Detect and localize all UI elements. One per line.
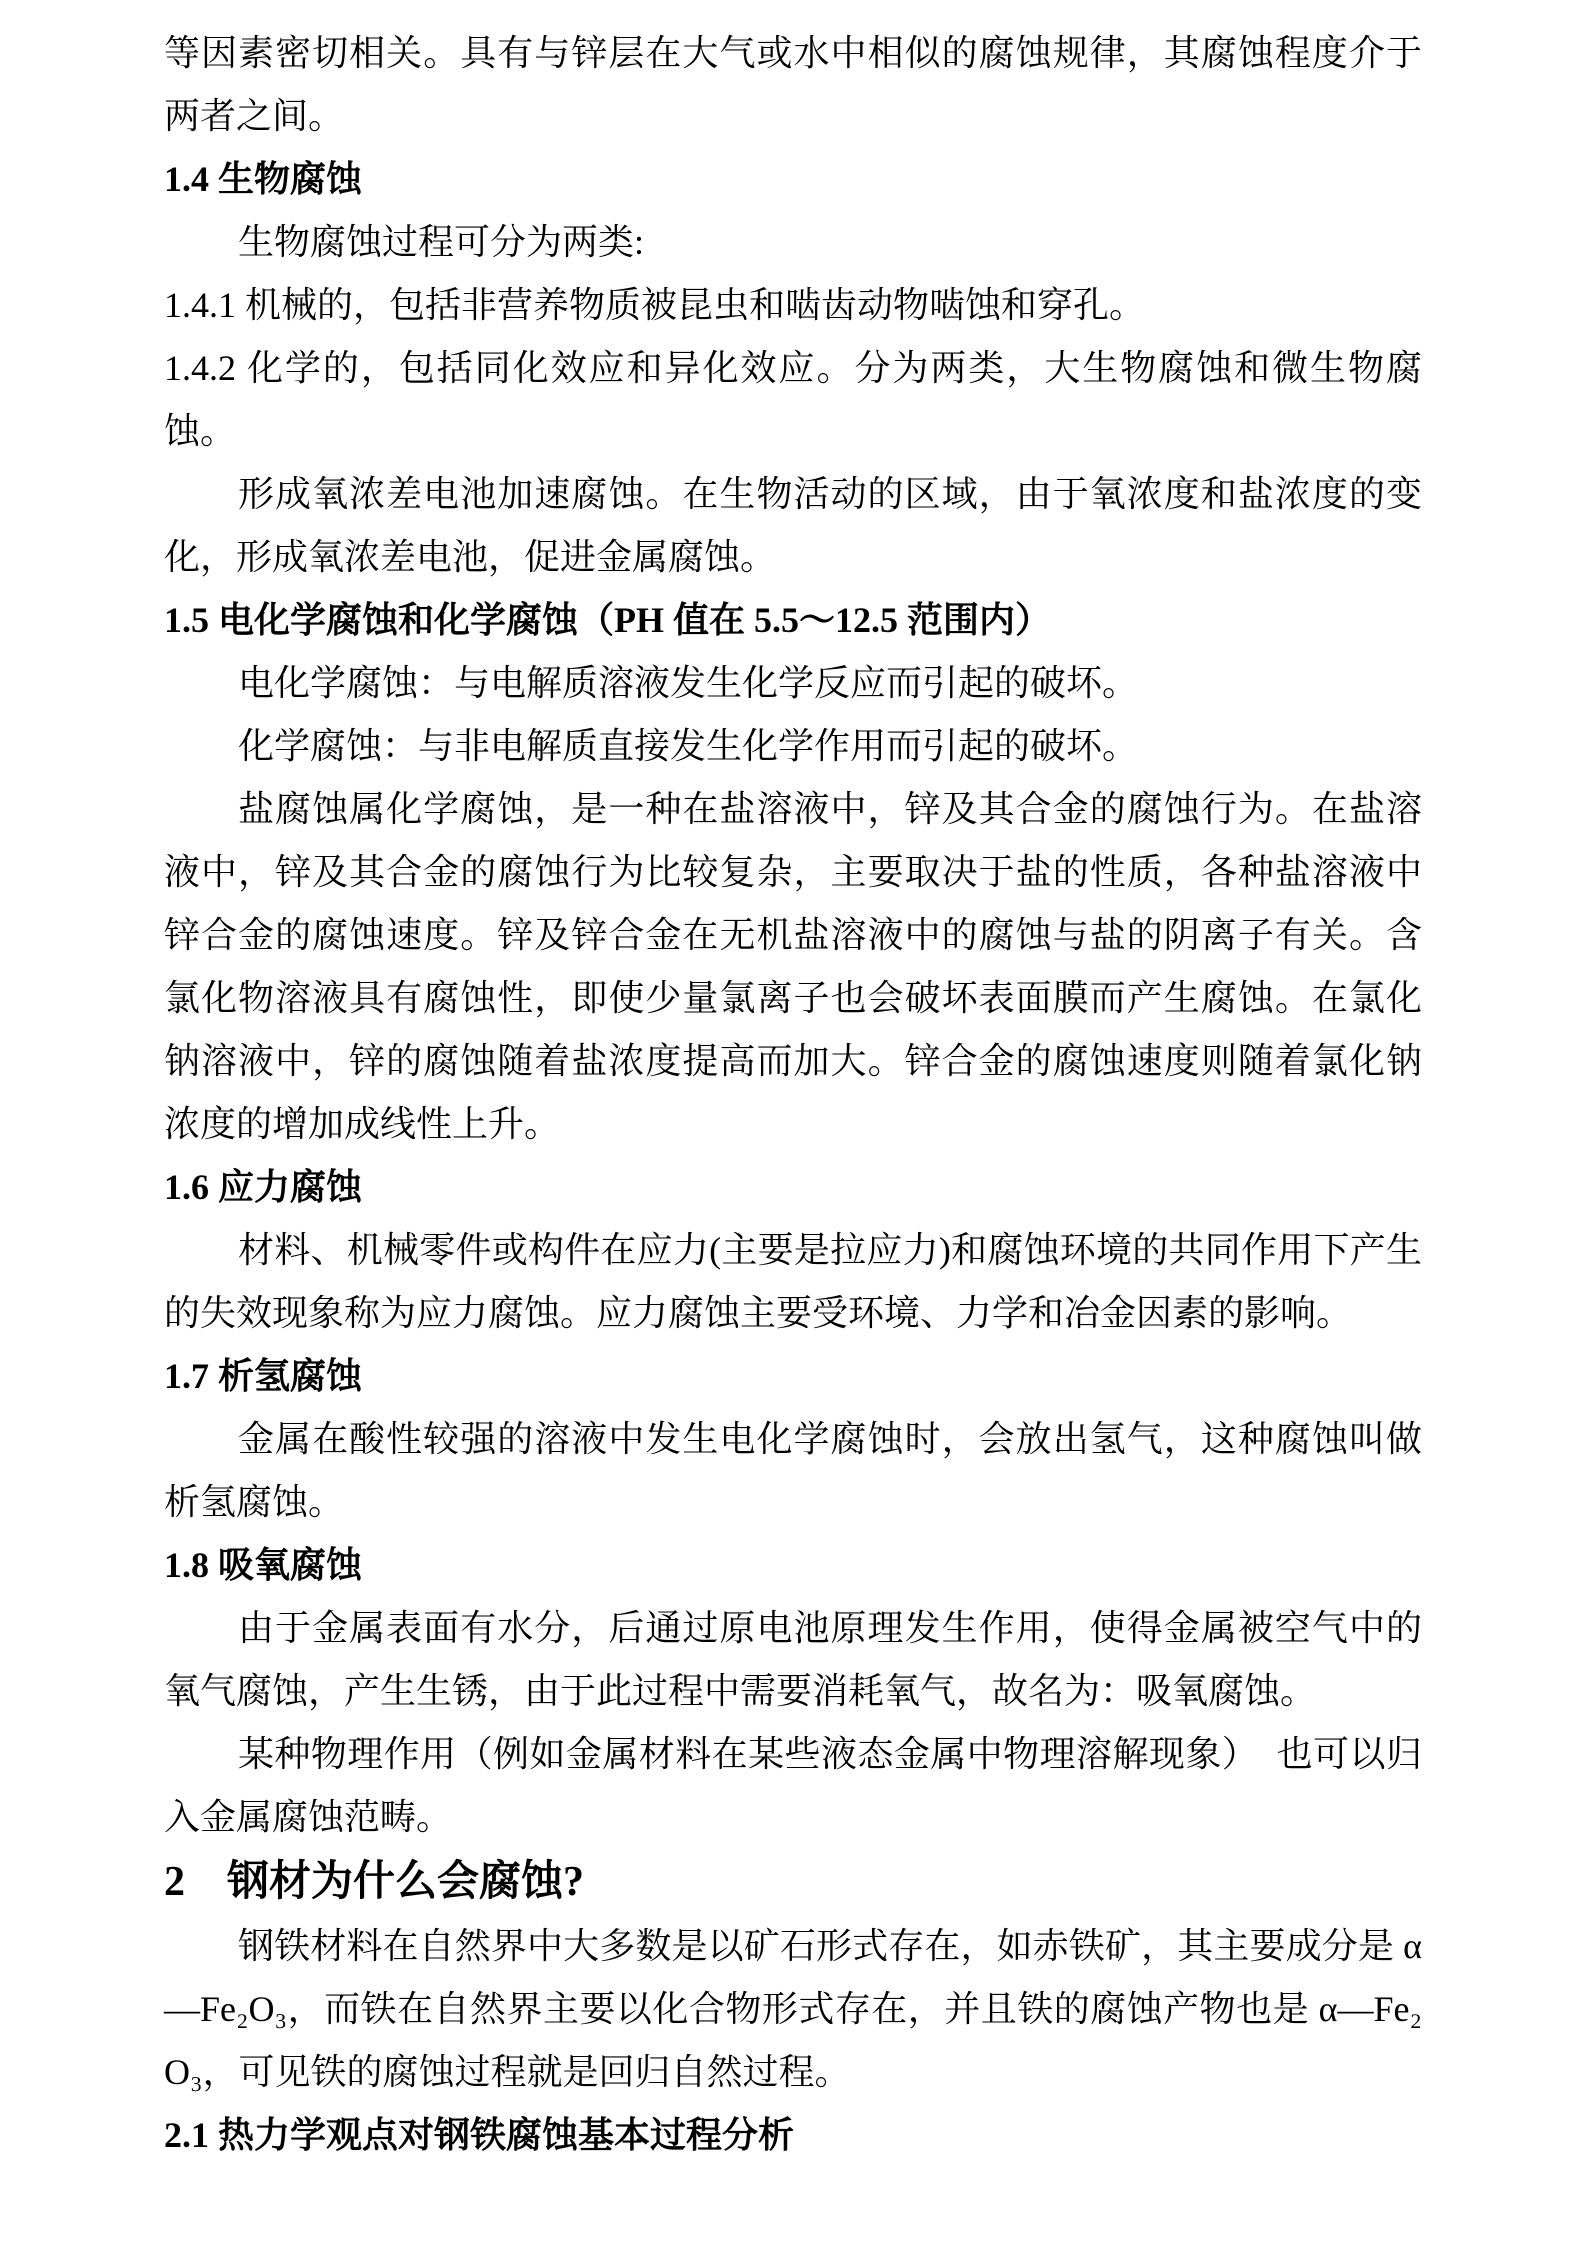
- paragraph: 化学腐蚀：与非电解质直接发生化学作用而引起的破坏。: [238, 726, 1139, 766]
- section-heading: 2.1 热力学观点对钢铁腐蚀基本过程分析: [164, 2115, 795, 2155]
- section-heading: 1.6 应力腐蚀: [164, 1167, 363, 1207]
- section-heading: 1.5 电化学腐蚀和化学腐蚀（PH 值在 5.5～12.5 范围内）: [164, 600, 1051, 640]
- paragraph: 1.4.1 机械的，包括非营养物质被昆虫和啮齿动物啮蚀和穿孔。: [164, 285, 1146, 325]
- paragraph: 生物腐蚀过程可分为两类:: [238, 222, 645, 262]
- paragraph: 电化学腐蚀：与电解质溶液发生化学反应而引起的破坏。: [238, 663, 1139, 703]
- paragraph: 等因素密切相关。具有与锌层在大气或水中相似的腐蚀规律，其腐蚀程度介于两者之间。: [164, 33, 1422, 136]
- paragraph: 某种物理作用（例如金属材料在某些液态金属中物理溶解现象） 也可以归入金属腐蚀范畴。: [164, 1734, 1422, 1837]
- paragraph: 形成氧浓差电池加速腐蚀。在生物活动的区域，由于氧浓度和盐浓度的变化，形成氧浓差电池，促进金属腐蚀。: [164, 474, 1422, 577]
- paragraph: 盐腐蚀属化学腐蚀，是一种在盐溶液中，锌及其合金的腐蚀行为。在盐溶液中，锌及其合金的腐蚀行为比较复杂，主要取决于盐的性质，各种盐溶液中锌合金的腐蚀速度。锌及锌合金在无机盐溶液中的腐蚀与盐的阴离子有关。含氯化物溶液具有腐蚀性，即使少量氯离子也会破坏表面膜而产生腐蚀。在氯化钠溶液中，锌的腐蚀随着盐浓度提高而加大。锌合金的腐蚀速度则随着氯化钠浓度的增加成线性上升。: [164, 789, 1422, 1144]
- section-heading: 1.8 吸氧腐蚀: [164, 1545, 363, 1585]
- paragraph: 金属在酸性较强的溶液中发生电化学腐蚀时，会放出氢气，这种腐蚀叫做析氢腐蚀。: [164, 1419, 1422, 1522]
- section-heading: 1.7 析氢腐蚀: [164, 1356, 363, 1396]
- paragraph: 钢铁材料在自然界中大多数是以矿石形式存在，如赤铁矿，其主要成分是 α—Fe₂O₃，而铁在自然界主要以化合物形式存在，并且铁的腐蚀产物也是 α—Fe₂O₃，可见铁的腐蚀过程就是回归自然过程。: [164, 1926, 1422, 2092]
- section-heading: 2 钢材为什么会腐蚀?: [164, 1859, 585, 1905]
- paragraph: 由于金属表面有水分，后通过原电池原理发生作用，使得金属被空气中的氧气腐蚀，产生生锈，由于此过程中需要消耗氧气，故名为：吸氧腐蚀。: [164, 1608, 1422, 1711]
- document-content: [164, 22, 1422, 2167]
- section-heading: 1.4 生物腐蚀: [164, 159, 363, 199]
- paragraph: 材料、机械零件或构件在应力(主要是拉应力)和腐蚀环境的共同作用下产生的失效现象称为应力腐蚀。应力腐蚀主要受环境、力学和冶金因素的影响。: [164, 1230, 1422, 1333]
- paragraph: 1.4.2 化学的，包括同化效应和异化效应。分为两类，大生物腐蚀和微生物腐蚀。: [164, 348, 1422, 451]
